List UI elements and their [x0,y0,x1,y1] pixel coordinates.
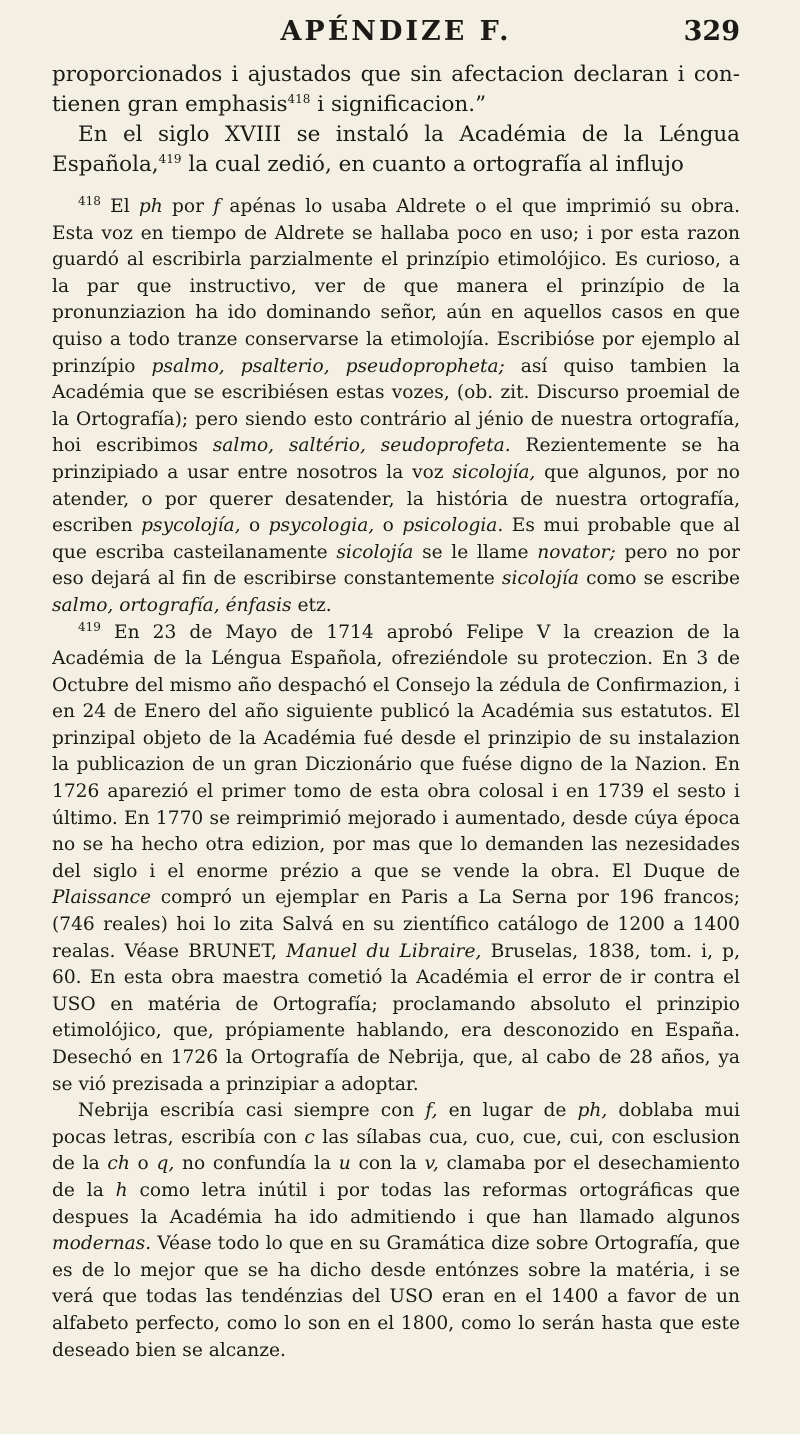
italic-run: u [338,1153,351,1175]
text-run: En 23 de Mayo de 1714 aprobó Felipe V la creazion de la Académia de la Léngua Española, ofreziéndole su proteczion. En 3 de Octubre del mismo año despachó el Consejo la zédula de Confirmazion, i en 24 de Enero del año siguiente publicó la Académia sus estatutos. El prinzipal objeto de la Académia fué desde el prinzipio de su instalazion la publicazion de un gran Diczionário que fuése digno de la Nazion. En 1726 aparezió el primer tomo de esta obra colosal i en 1739 el sesto i último. En 1770 se reimprimió mejorado i aumentado, desde cúya época no se ha hecho otra edizion, por mas que lo demanden las nezesidades del siglo i el enorme prézio a que se vende la obra. El Duque de [52,621,740,882]
text-run: como letra inútil i por todas las reformas ortográficas que despues la Académia ha ido admitiendo i que han llamado algunos [52,1179,740,1228]
text-run: i significacion.” [310,92,487,117]
italic-run: salmo, ortografía, énfasis [52,594,292,616]
italic-run: sicolojía [336,541,414,563]
text-run: en lugar de [437,1100,578,1122]
text-run: así quiso tambien la Académia que se escribiésen estas vozes, (ob. zit. Discurso proemial de la Ortografía); pero siendo esto contrário al jénio de nuestra ortografía, hoi escribimos [52,355,740,457]
italic-run: psalmo, psalterio, pseudopropheta; [151,355,505,377]
page-number: 329 [683,16,740,47]
italic-run: salmo, saltério, seudoprofeta. [212,435,511,457]
footnote-ref-418: 418 [287,91,311,106]
text-run: se le llame [413,541,538,563]
footnote-419-continuation [52,1098,740,1364]
italic-run: psicologia. [402,515,504,537]
italic-run: f, [425,1100,438,1122]
italic-run: Manuel du Libraire, [286,940,482,962]
italic-run: psycolojía, [141,515,241,537]
footnote-ref-419: 419 [158,151,182,166]
footnotes [52,194,740,1364]
paragraph-2 [52,120,740,180]
text-run: la cual zedió, en cuanto a ortografía al influjo [181,152,684,177]
text-run: clamaba por el desechamiento de la [52,1153,740,1201]
text-run: como se escribe [578,568,740,590]
italic-run: q, [156,1153,175,1175]
text-run: por [162,196,214,217]
footnote-number: 419 [78,619,101,634]
main-text [52,60,740,180]
italic-run: c [304,1126,315,1148]
italic-run: ch [107,1153,130,1175]
page-header [52,14,740,60]
text-run: El [100,196,139,217]
text-run: Es mui probable que al que escriba casteilanamente [52,515,740,563]
text-run: que algunos, por no atender, o por querer desatender, la história de nuestra ortografía, escriben [52,461,740,537]
footnote-419 [52,620,740,1099]
text-run: pero no por eso dejará al fin de escribirse constantemente [52,541,740,590]
footnote-number: 418 [78,193,101,208]
italic-run: ph, [577,1100,608,1122]
italic-run: v, [424,1153,439,1175]
text-run: apénas lo usaba Aldrete o el que imprimió su obra. Esta voz en tiempo de Aldrete se hallaba poco en uso; i por esta razon guardó al escribirla parzialmente el prinzípio etimolójico. Es curioso, a la par que instructivo, ver de que manera el prinzípio de la pronunziazion ha ido dominando señor, aún en aquellos casos en que quiso a todo tranze conservarse la etimolojía. Escribióse por ejemplo al prinzípio [52,196,740,377]
text-run: Véase todo lo que en su Gramática dize sobre Ortografía, que es de lo mejor que se ha dicho desde entónzes sobre la matéria, i se verá que todas las tendénzias del USO eran en el 1400 a favor de un alfabeto perfecto, como lo son en el 1800, como lo serán hasta que este deseado bien se alcanze. [52,1233,740,1361]
footnote-418 [52,194,740,620]
italic-run: ph [138,196,163,217]
text-run: etz. [291,594,332,616]
text-run: proporcionados i ajustados que sin afectacion declaran i contienen gran emphasis [52,62,740,117]
italic-run: f [213,196,221,217]
running-head: APÉNDIZE F. [280,16,512,47]
text-run: las sílabas cua, cuo, cue, cui, con esclusion de la [52,1126,740,1175]
italic-run: sicolojía, [452,461,536,483]
text-run: no confundía la [174,1153,339,1175]
text-run: compró un ejemplar en Paris a La Serna por 196 francos; (746 reales) hoi lo zita Salvá en su zientífico catálogo de 1200 a 1400 realas. Véase BRUNET, [52,887,740,962]
italic-run: Plaissance [52,887,152,909]
text-run: Nebrija escribía casi siempre con [78,1100,426,1122]
text-run: o [374,515,403,537]
italic-run: modernas. [52,1233,152,1255]
text-run: o [129,1153,157,1175]
text-run: Rezientemente se ha prinzipiado a usar entre nosotros la voz [52,435,740,483]
italic-run: novator; [537,541,616,563]
italic-run: sicolojía [501,568,579,590]
text-run: con la [350,1153,425,1175]
italic-run: psycologia, [268,515,375,537]
text-run: Bruselas, 1838, tom. i, p, 60. En esta obra maestra cometió la Académia el error de ir contra el USO en matéria de Ortografía; proclamando absoluto el prinzipio etimolójico, que, própiamente hablando, era desconozido en España. Desechó en 1726 la Ortografía de Nebrija, que, al cabo de 28 años, ya se vió prezisada a prinzipiar a adoptar. [52,940,740,1095]
text-run: En el siglo XVIII se instaló la Académia de la Léngua Española, [52,122,740,177]
italic-run: h [115,1179,128,1201]
text-run: doblaba mui pocas letras, escribía con [52,1100,740,1148]
text-run: o [240,515,269,537]
paragraph-1 [52,60,740,120]
